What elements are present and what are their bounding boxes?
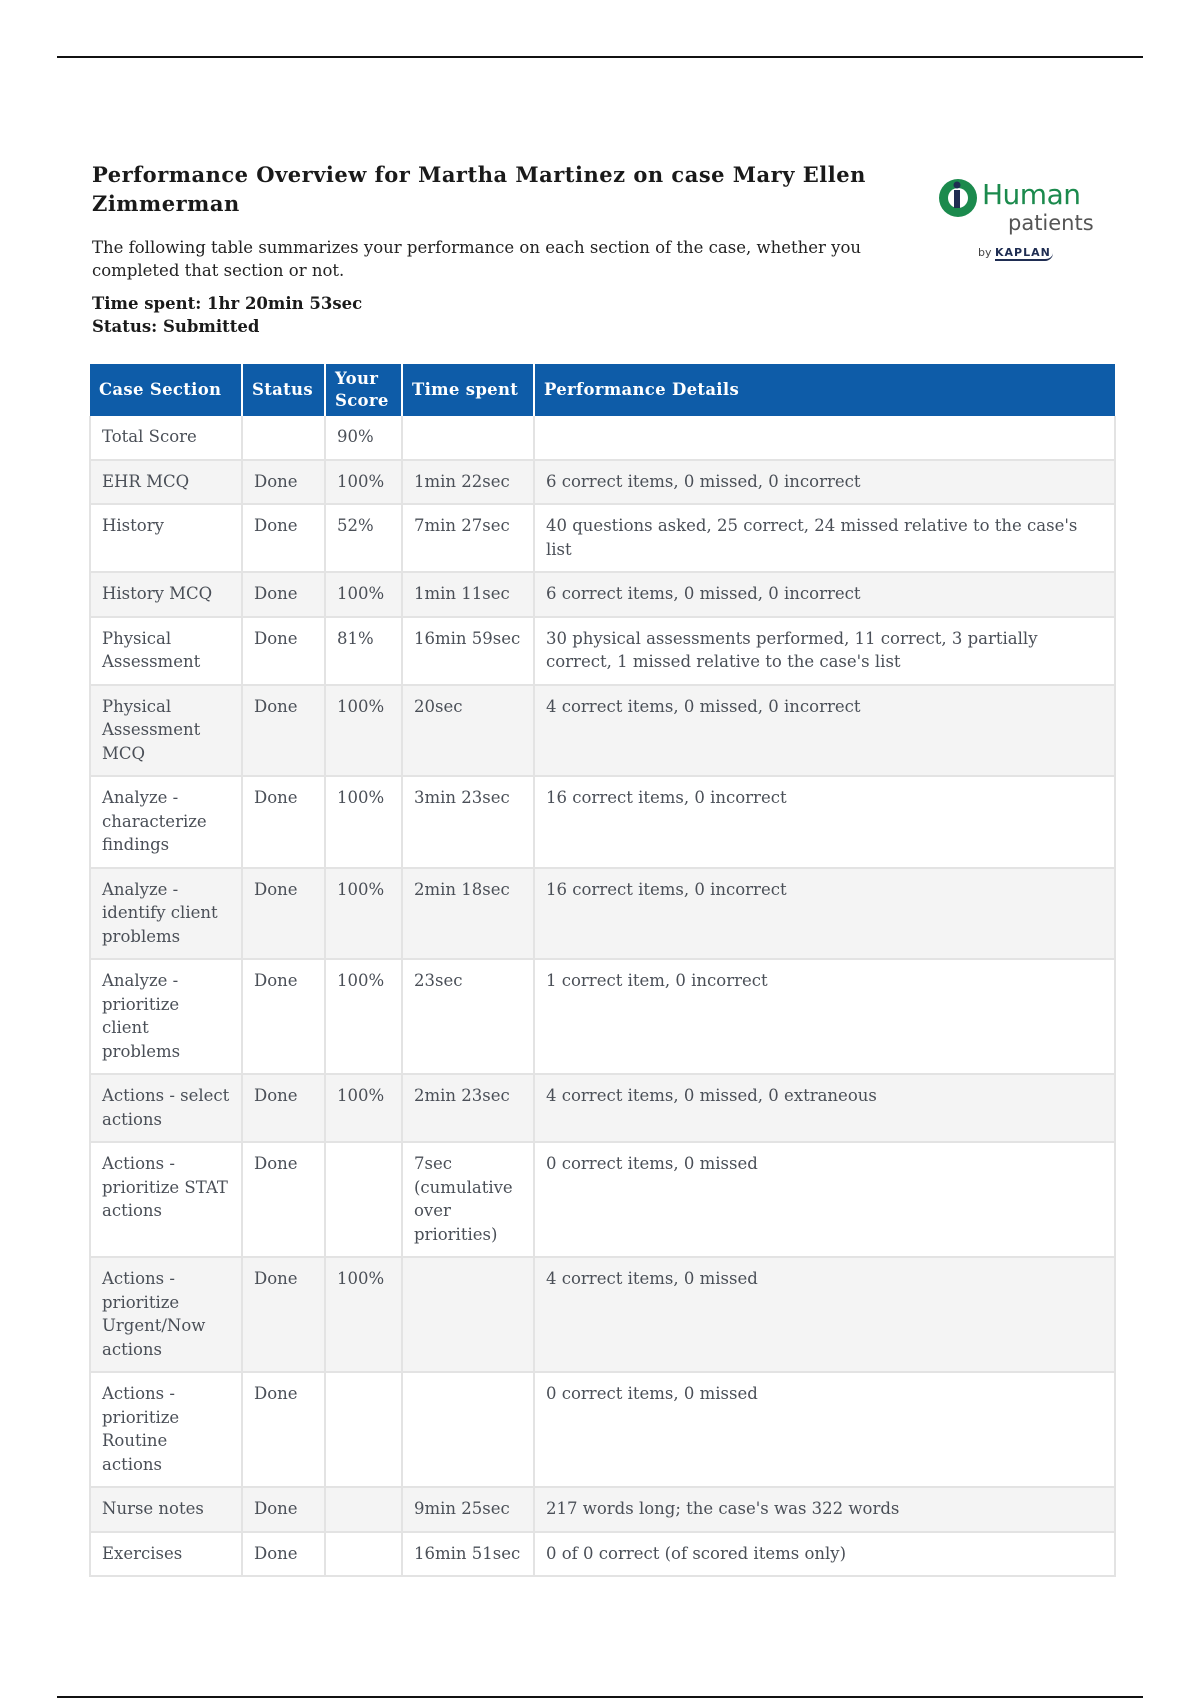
cell-status: Done [242,776,325,868]
cell-score [325,1532,402,1577]
cell-status: Done [242,685,325,777]
cell-details: 4 correct items, 0 missed, 0 extraneous [534,1074,1115,1142]
table-row [90,1487,1115,1532]
cell-time: 2min 23sec [402,1074,534,1142]
cell-details: 16 correct items, 0 incorrect [534,868,1115,960]
cell-score: 100% [325,685,402,777]
report-header [92,160,892,338]
cell-score: 90% [325,416,402,460]
cell-time: 3min 23sec [402,776,534,868]
col-header-time: Time spent [402,364,534,416]
cell-section: History MCQ [90,572,242,617]
cell-section: Analyze - prioritize client problems [90,959,242,1074]
cell-details: 0 correct items, 0 missed [534,1372,1115,1487]
table-row [90,685,1115,777]
i-human-logo [938,176,1108,271]
cell-section: Actions - prioritize Routine actions [90,1372,242,1487]
cell-status: Done [242,1142,325,1257]
cell-time: 2min 18sec [402,868,534,960]
intro-text: The following table summarizes your performance on each section of the case, whether you completed that section or not. [92,238,862,280]
cell-section: Physical Assessment [90,617,242,685]
cell-section: EHR MCQ [90,460,242,505]
page-title: Performance Overview for Martha Martinez on case Mary Ellen Zimmerman [92,162,866,216]
cell-status: Done [242,1257,325,1372]
table-row [90,617,1115,685]
table-row [90,1257,1115,1372]
table-header-row [90,364,1115,416]
cell-time: 9min 25sec [402,1487,534,1532]
cell-status: Done [242,1487,325,1532]
cell-time: 1min 11sec [402,572,534,617]
cell-time: 1min 22sec [402,460,534,505]
cell-details: 4 correct items, 0 missed, 0 incorrect [534,685,1115,777]
table-row [90,460,1115,505]
cell-time [402,1257,534,1372]
cell-status: Done [242,1372,325,1487]
table-row [90,959,1115,1074]
cell-score: 100% [325,776,402,868]
cell-section: History [90,504,242,572]
col-header-score: Your Score [325,364,402,416]
cell-details: 0 correct items, 0 missed [534,1142,1115,1257]
cell-score: 100% [325,868,402,960]
table-row [90,868,1115,960]
submission-status: Status: Submitted [92,317,260,336]
table-body [90,416,1115,1576]
cell-score: 100% [325,1257,402,1372]
logo-by-text: by [978,246,992,259]
cell-time: 16min 59sec [402,617,534,685]
cell-status: Done [242,460,325,505]
cell-time: 16min 51sec [402,1532,534,1577]
cell-status [242,416,325,460]
cell-score: 100% [325,460,402,505]
logo-byline [978,246,1053,259]
cell-time: 20sec [402,685,534,777]
bottom-rule [57,1696,1143,1698]
top-rule [57,56,1143,58]
i-human-logo-icon [938,176,984,220]
table-row [90,1142,1115,1257]
table-row [90,1074,1115,1142]
cell-section: Actions - select actions [90,1074,242,1142]
cell-time: 7sec (cumulative over priorities) [402,1142,534,1257]
cell-details: 4 correct items, 0 missed [534,1257,1115,1372]
cell-status: Done [242,504,325,572]
cell-score: 100% [325,572,402,617]
cell-time [402,1372,534,1487]
cell-details: 30 physical assessments performed, 11 correct, 3 partially correct, 1 missed relative to the case's list [534,617,1115,685]
logo-word: Human [982,178,1081,211]
summary-meta [92,292,892,338]
logo-brand: KAPLAN [995,246,1051,259]
cell-score [325,1142,402,1257]
cell-details [534,416,1115,460]
cell-details: 16 correct items, 0 incorrect [534,776,1115,868]
cell-time [402,416,534,460]
col-header-section: Case Section [90,364,242,416]
col-header-status: Status [242,364,325,416]
table-row [90,1532,1115,1577]
cell-score [325,1372,402,1487]
cell-status: Done [242,1532,325,1577]
cell-details: 6 correct items, 0 missed, 0 incorrect [534,572,1115,617]
cell-section: Physical Assessment MCQ [90,685,242,777]
cell-status: Done [242,572,325,617]
cell-section: Actions - prioritize STAT actions [90,1142,242,1257]
cell-section: Analyze - characterize findings [90,776,242,868]
cell-details: 0 of 0 correct (of scored items only) [534,1532,1115,1577]
table-row [90,1372,1115,1487]
cell-details: 6 correct items, 0 missed, 0 incorrect [534,460,1115,505]
cell-section: Total Score [90,416,242,460]
cell-status: Done [242,1074,325,1142]
performance-table [89,364,1116,1577]
logo-sub: patients [1008,211,1094,235]
table-row [90,776,1115,868]
cell-score: 52% [325,504,402,572]
table-row [90,572,1115,617]
cell-section: Exercises [90,1532,242,1577]
cell-status: Done [242,617,325,685]
cell-score: 100% [325,1074,402,1142]
cell-section: Actions - prioritize Urgent/Now actions [90,1257,242,1372]
cell-score: 81% [325,617,402,685]
cell-status: Done [242,959,325,1074]
cell-details: 1 correct item, 0 incorrect [534,959,1115,1074]
cell-time: 23sec [402,959,534,1074]
table-row [90,416,1115,460]
cell-section: Nurse notes [90,1487,242,1532]
cell-score [325,1487,402,1532]
cell-details: 40 questions asked, 25 correct, 24 missed relative to the case's list [534,504,1115,572]
time-spent-total: Time spent: 1hr 20min 53sec [92,294,363,313]
table-row [90,504,1115,572]
cell-score: 100% [325,959,402,1074]
cell-details: 217 words long; the case's was 322 words [534,1487,1115,1532]
cell-status: Done [242,868,325,960]
cell-section: Analyze - identify client problems [90,868,242,960]
col-header-details: Performance Details [534,364,1115,416]
cell-time: 7min 27sec [402,504,534,572]
